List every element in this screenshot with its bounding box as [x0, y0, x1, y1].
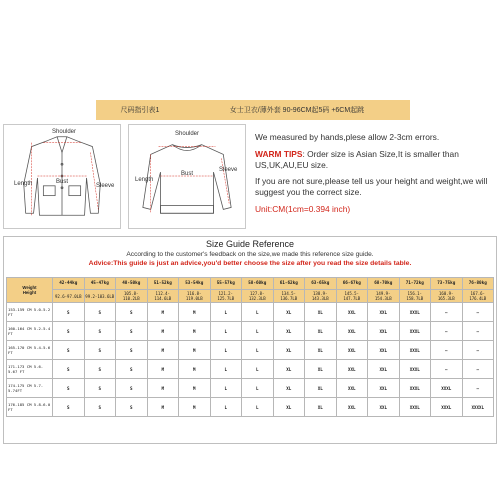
size-cell: XXL	[368, 341, 400, 360]
sweater-bust-label: Bust	[181, 171, 194, 177]
size-cell: M	[179, 341, 211, 360]
weight-kg-header-cell: 66-67kg	[336, 278, 368, 290]
size-cell: XXXL	[399, 379, 431, 398]
table-row	[7, 379, 494, 398]
weight-lb-header-cell: 138.9-143.3LB	[305, 290, 337, 303]
jacket-bust-label: Bust	[56, 179, 69, 185]
size-cell: XXXL	[399, 322, 431, 341]
size-cell: S	[84, 379, 116, 398]
jacket-length-label: Length	[14, 181, 33, 187]
size-cell: S	[116, 379, 148, 398]
size-cell: XXXL	[399, 398, 431, 417]
weight-kg-header-cell: 55-57kg	[210, 278, 242, 290]
weight-kg-header-cell: 68-70kg	[368, 278, 400, 290]
size-cell: XXL	[336, 322, 368, 341]
size-guide-table	[6, 277, 494, 417]
size-cell: XL	[305, 379, 337, 398]
size-cell: M	[147, 360, 179, 379]
weight-lb-header-cell: 112.4-114.6LB	[147, 290, 179, 303]
height-row-header-cell: 171-173 CM 5.6-5.67 FT	[7, 360, 53, 379]
table-row	[7, 398, 494, 417]
size-cell: XL	[273, 322, 305, 341]
weight-height-corner-cell	[7, 278, 53, 303]
size-cell: XXXL	[399, 341, 431, 360]
size-cell: S	[53, 398, 85, 417]
not-sure-note: If you are not sure,please tell us your height and weight,we will suggest you the correct size.	[255, 176, 488, 198]
size-notes	[255, 132, 493, 221]
size-cell: L	[242, 379, 274, 398]
weight-kg-header-cell: 58-60kg	[242, 278, 274, 290]
size-cell: XXL	[336, 398, 368, 417]
size-cell: XL	[273, 379, 305, 398]
weight-lb-header-cell: 105.8-110.2LB	[116, 290, 148, 303]
size-chart-banner	[96, 100, 410, 120]
height-row-header-cell: 176-185 CM 5.8-6.0 FT	[7, 398, 53, 417]
size-cell: XXXL	[431, 379, 463, 398]
warm-tips-text: : Order size is Asian Size,It is smaller than US,UK,AU,EU size.	[255, 148, 459, 170]
weight-lb-header-cell: 167.6-176.4LB	[462, 290, 494, 303]
size-cell: XXL	[368, 398, 400, 417]
size-cell: M	[147, 303, 179, 322]
table-row	[7, 360, 494, 379]
size-cell: M	[179, 303, 211, 322]
table-row	[7, 341, 494, 360]
size-cell: M	[179, 322, 211, 341]
size-cell: M	[147, 398, 179, 417]
size-cell: L	[210, 360, 242, 379]
unit-note: Unit:CM(1cm=0.394 inch)	[255, 203, 351, 214]
height-row-header-cell: 160-164 CM 5.2-5.4 FT	[7, 322, 53, 341]
size-cell: XXXL	[431, 398, 463, 417]
weight-lb-header-cell: 160.9-165.3LB	[431, 290, 463, 303]
size-cell: XL	[273, 398, 305, 417]
sweater-length-label: Length	[135, 177, 154, 183]
weight-kg-header-cell: 53-54kg	[179, 278, 211, 290]
size-cell: XL	[305, 322, 337, 341]
jacket-sketch-icon	[4, 125, 120, 228]
height-row-header-cell: 165-170 CM 5.4-5.6 FT	[7, 341, 53, 360]
corner-height-label: Height	[22, 290, 37, 295]
weight-lb-header-cell: 92.6-97.0LB	[53, 290, 85, 303]
weight-lb-header-row	[7, 290, 494, 303]
weight-lb-header-cell: 145.5-147.7LB	[336, 290, 368, 303]
sweater-diagram	[128, 124, 246, 229]
weight-kg-header-cell: 73-75kg	[431, 278, 463, 290]
size-cell: XL	[273, 360, 305, 379]
size-cell: XL	[305, 341, 337, 360]
sweater-shoulder-label: Shoulder	[175, 131, 200, 137]
jacket-diagram	[3, 124, 121, 229]
weight-lb-header-cell: 99.2-103.6LB	[84, 290, 116, 303]
size-guide-advice: Advice:This guide is just an advice,you'd better choose the size after you read the size details table.	[88, 260, 412, 267]
size-cell: L	[242, 322, 274, 341]
size-cell: S	[84, 303, 116, 322]
size-cell: S	[84, 322, 116, 341]
size-cell: XXL	[336, 341, 368, 360]
size-cell: —	[431, 360, 463, 379]
weight-kg-header-cell: 51-52kg	[147, 278, 179, 290]
size-cell: S	[53, 322, 85, 341]
size-cell: —	[462, 303, 494, 322]
size-guide-section	[3, 236, 497, 444]
banner-right-label: 女士卫衣/薄外套 90-96CM起5码 +6CM起跳	[229, 107, 365, 114]
weight-lb-header-cell: 127.8-132.3LB	[242, 290, 274, 303]
size-cell: XL	[273, 341, 305, 360]
size-cell: XXL	[368, 379, 400, 398]
size-cell: —	[431, 322, 463, 341]
weight-lb-header-cell: 116.8-119.0LB	[179, 290, 211, 303]
size-cell: XXL	[336, 379, 368, 398]
size-cell: S	[84, 341, 116, 360]
size-cell: L	[242, 360, 274, 379]
jacket-sleeve-label: Sleeve	[96, 183, 115, 189]
size-cell: L	[210, 341, 242, 360]
size-cell: XL	[273, 303, 305, 322]
size-cell: M	[147, 341, 179, 360]
weight-kg-header-cell: 45-47kg	[84, 278, 116, 290]
measure-note: We measured by hands,plese allow 2-3cm errors.	[255, 132, 440, 142]
size-cell: S	[53, 379, 85, 398]
size-cell: M	[179, 398, 211, 417]
size-cell: XXL	[368, 360, 400, 379]
size-cell: S	[84, 398, 116, 417]
size-cell: M	[179, 360, 211, 379]
weight-kg-header-cell: 71-72kg	[399, 278, 431, 290]
size-cell: —	[431, 341, 463, 360]
size-cell: XL	[305, 360, 337, 379]
size-guide-subtitle: According to the customer's feedback on the size,we made this reference size guide.	[126, 251, 374, 258]
weight-kg-header-cell: 48-50kg	[116, 278, 148, 290]
size-cell: L	[242, 341, 274, 360]
weight-kg-header-cell: 61-62kg	[273, 278, 305, 290]
table-row	[7, 322, 494, 341]
weight-kg-header-cell: 76-80kg	[462, 278, 494, 290]
size-cell: S	[116, 398, 148, 417]
weight-lb-header-cell: 121.2-125.7LB	[210, 290, 242, 303]
size-cell: M	[179, 379, 211, 398]
size-cell: XL	[305, 398, 337, 417]
size-cell: L	[242, 303, 274, 322]
size-cell: S	[53, 360, 85, 379]
size-cell: XXL	[336, 360, 368, 379]
size-cell: S	[116, 341, 148, 360]
height-row-header-cell: 153-159 CM 5.0-5.2 FT	[7, 303, 53, 322]
banner-left-label: 尺码指引表1	[120, 107, 160, 114]
size-cell: S	[53, 303, 85, 322]
warm-tips-label: WARM TIPS	[255, 148, 303, 159]
warm-tips-note	[255, 149, 493, 171]
weight-lb-header-cell: 149.9-154.3LB	[368, 290, 400, 303]
table-row	[7, 303, 494, 322]
corner-weight-label: Weight	[22, 285, 37, 290]
size-cell: S	[116, 303, 148, 322]
size-cell: XXXL	[399, 303, 431, 322]
size-cell: L	[242, 398, 274, 417]
size-cell: S	[116, 322, 148, 341]
height-row-header-cell: 174-175 CM 5.7-5.74FT	[7, 379, 53, 398]
size-cell: —	[462, 341, 494, 360]
size-cell: L	[210, 379, 242, 398]
size-cell: —	[462, 322, 494, 341]
size-cell: L	[210, 322, 242, 341]
size-cell: M	[147, 322, 179, 341]
size-cell: —	[462, 379, 494, 398]
weight-lb-header-cell: 156.1-158.7LB	[399, 290, 431, 303]
size-cell: M	[147, 379, 179, 398]
weight-kg-header-cell: 42-44kg	[53, 278, 85, 290]
size-cell: —	[431, 303, 463, 322]
size-cell: L	[210, 303, 242, 322]
size-cell: S	[53, 341, 85, 360]
size-cell: —	[462, 360, 494, 379]
size-cell: XXL	[368, 322, 400, 341]
jacket-shoulder-label: Shoulder	[52, 129, 77, 135]
size-cell: L	[210, 398, 242, 417]
size-cell: S	[84, 360, 116, 379]
size-cell: XXXXL	[462, 398, 494, 417]
size-cell: S	[116, 360, 148, 379]
weight-kg-header-cell: 63-65kg	[305, 278, 337, 290]
size-cell: XXXL	[399, 360, 431, 379]
size-cell: XL	[305, 303, 337, 322]
weight-lb-header-cell: 134.5-136.7LB	[273, 290, 305, 303]
size-cell: XXL	[368, 303, 400, 322]
size-cell: XXL	[336, 303, 368, 322]
sweater-sleeve-label: Sleeve	[219, 167, 238, 173]
size-guide-title: Size Guide Reference	[205, 239, 295, 249]
weight-kg-header-row	[7, 278, 494, 290]
